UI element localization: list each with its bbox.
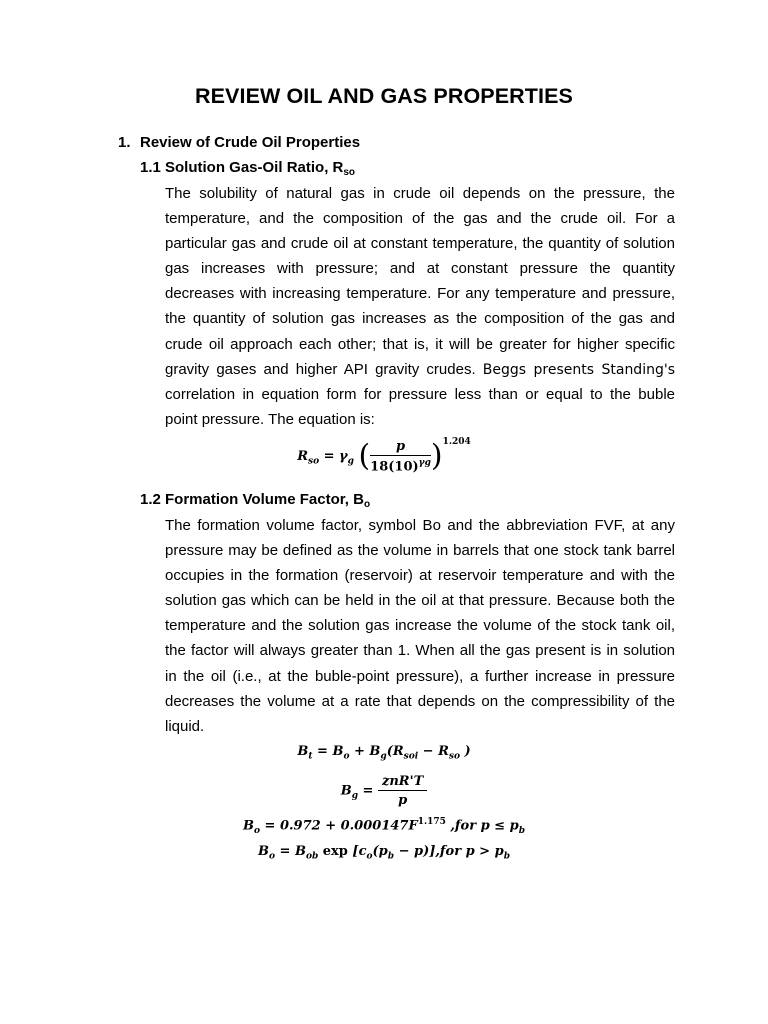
eq-text: (R	[386, 744, 404, 759]
eq-exponent: 1.175	[417, 817, 446, 827]
text-run: Beggs presents Standing's	[482, 361, 675, 378]
eq-function: exp	[318, 844, 353, 859]
section-heading-1	[118, 134, 360, 151]
eq-subscript: o	[343, 751, 350, 762]
eq-text: = B	[312, 744, 344, 759]
eq-text: (p	[372, 844, 388, 859]
subsection-title: 1.2 Formation Volume Factor, B	[140, 491, 364, 508]
subscript: o	[363, 499, 371, 510]
eq-text: = 0.972 + 0.000147F	[260, 818, 418, 834]
eq-symbol: B	[243, 818, 254, 834]
eq-text: + B	[349, 744, 381, 759]
eq-exponent: 1.204	[442, 437, 471, 447]
equation-bg	[0, 774, 768, 808]
eq-numerator: p	[370, 439, 431, 456]
paragraph-line: The solubility of natural gas in crude oil depends on the pressure, the	[165, 185, 675, 202]
paragraph-solution-gas	[165, 181, 675, 432]
paragraph-line: decreases the volume at a rate that depends on the compressibility of the	[165, 692, 675, 710]
eq-operator: =	[358, 783, 378, 799]
eq-subscript: g	[347, 456, 354, 467]
eq-text: ,for p ≤ p	[445, 818, 519, 834]
paragraph-line: solution gas which can be held in the oil at that pressure. Because both the	[165, 592, 675, 610]
eq-denominator: p	[398, 793, 408, 808]
eq-subscript: o	[254, 825, 261, 836]
eq-subscript: ob	[305, 851, 319, 862]
eq-text: [c	[352, 844, 367, 859]
paragraph-line: correlation in equation form for pressure less than or equal to the buble	[165, 385, 675, 403]
equation-bt	[0, 744, 768, 762]
section-title: Review of Crude Oil Properties	[140, 134, 361, 151]
eq-symbol: B	[340, 783, 352, 799]
eq-text: )	[459, 744, 471, 759]
paragraph-line: crude oil approach each other; that is, it will be greater for higher specific	[165, 335, 675, 353]
eq-text: = B	[275, 844, 306, 859]
paragraph-line: temperature and the solution gas increase the volume of the stock tank oil,	[165, 617, 675, 635]
eq-subscript: o	[269, 851, 276, 862]
paragraph-line: the factor will always greater than 1. When all the gas present is in solution	[165, 642, 675, 660]
subsection-heading-1-1	[140, 159, 355, 178]
equation-rso	[0, 437, 768, 474]
paragraph-line: liquid.	[165, 717, 205, 735]
page-title: REVIEW OIL AND GAS PROPERTIES	[194, 84, 573, 108]
equation-bo-1	[0, 817, 768, 836]
eq-numerator: znR'T	[378, 774, 427, 791]
subsection-title: 1.1 Solution Gas-Oil Ratio, R	[140, 159, 344, 176]
eq-symbol: B	[297, 744, 309, 759]
paragraph-line: pressure may be defined as the volume in barrels that one stock tank barrel	[165, 542, 675, 560]
subscript: so	[343, 167, 356, 178]
eq-subscript: t	[308, 751, 313, 762]
right-paren: )	[430, 438, 443, 474]
paragraph-fvf	[165, 513, 675, 739]
eq-symbol: γ	[339, 449, 348, 464]
eq-text: − R	[418, 744, 449, 759]
paragraph-line: gas increases with pressure; and at constant pressure the quantity	[165, 260, 675, 278]
paragraph-line: The formation volume factor, symbol Bo and the abbreviation FVF, at any	[165, 517, 675, 534]
paragraph-line: in the oil (i.e., at the buble-point pressure), a further increase in pressure	[165, 667, 675, 685]
eq-fraction	[378, 774, 427, 808]
eq-subscript: g	[351, 791, 359, 802]
paragraph-line: particular gas and crude oil at constant temperature, the quantity of solution	[165, 235, 675, 253]
paragraph-line: decreases with increasing temperature. For any temperature and pressure,	[165, 285, 675, 303]
subsection-heading-1-2	[140, 491, 370, 510]
eq-fraction	[370, 439, 431, 474]
eq-subscript: b	[503, 851, 510, 862]
section-number: 1.	[118, 134, 131, 151]
left-paren: (	[358, 438, 371, 474]
eq-symbol: R	[297, 449, 308, 464]
paragraph-line	[165, 357, 675, 382]
eq-subscript: b	[518, 825, 525, 836]
eq-symbol: B	[258, 844, 269, 859]
paragraph-line: point pressure. The equation is:	[165, 410, 375, 428]
text-run: gravity gases and higher API gravity crudes.	[165, 360, 483, 378]
paragraph-line: occupies in the formation (reservoir) at reservoir temperature and with the	[165, 567, 675, 585]
eq-superscript: γg	[418, 457, 431, 468]
eq-denominator-text: 18(10)	[370, 459, 419, 475]
eq-text: − p)],for p > p	[394, 844, 504, 859]
eq-subscript: soi	[403, 751, 419, 762]
paragraph-line: temperature, and the composition of the gas and the crude oil. For a	[165, 210, 675, 228]
eq-subscript: b	[387, 851, 395, 862]
eq-subscript: o	[366, 851, 373, 862]
equation-bo-2	[0, 844, 768, 862]
eq-operator: =	[319, 449, 340, 464]
paragraph-line: the quantity of solution gas increases as the composition of the gas and	[165, 310, 675, 328]
eq-subscript: so	[308, 456, 320, 467]
eq-denominator	[370, 456, 431, 474]
eq-subscript: g	[380, 751, 387, 762]
eq-subscript: so	[448, 751, 460, 762]
